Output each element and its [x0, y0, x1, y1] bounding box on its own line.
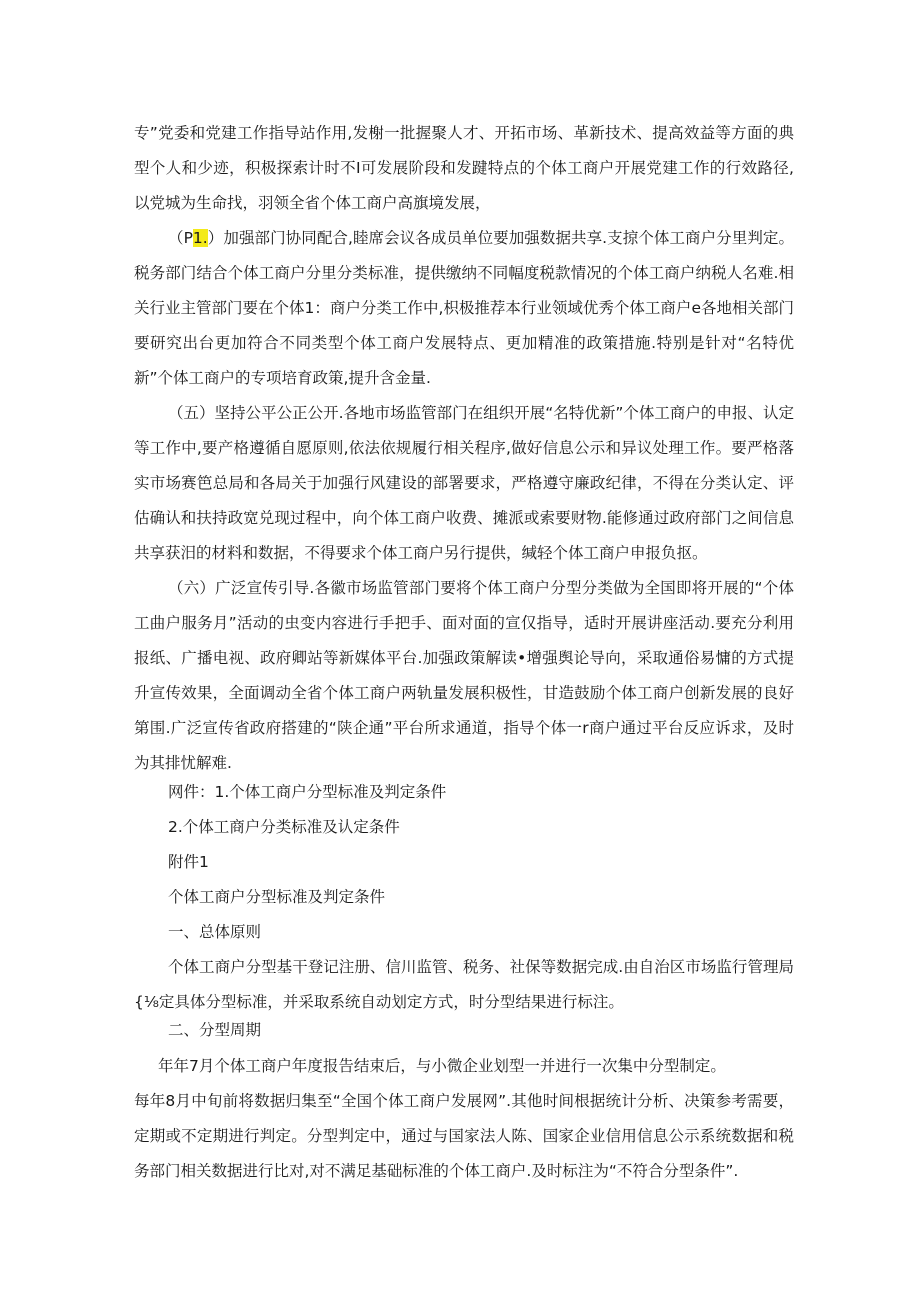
attachment-heading: 附件1 [168, 853, 209, 871]
paragraph-cycle: 每年8月中旬前将数据归集至“全国个体工商户发展网”.其他时间根据统计分析、决策参考需要，定期或不定期进行判定。分型判定中，通过与国家法人陈、国家企业信用信息公示系统数据和税务部门相关数据进行比对,对不满足基础标准的个体工商户.及时标注为“不符合分型条件”. [134, 1092, 794, 1180]
attachment-list-item-2: 2.个体工商户分类标准及认定条件 [168, 818, 400, 836]
paragraph-fairness: （五）坚持公平公正公开.各地市场监管部门在组织开展“名特优新”个体工商户的申报、认定等工作中,要产格遵循自愿原则,依法依规履行相关程序,做好信息公示和异议处理工作。要严格落实市场赛笆总局和各局关于加强行风建设的部署要求，严格遵守廉政纪律，不得在分类认定、评估确认和扶持政宽兑现过程中，向个体工商户收费、摊派或索要财物.能修通过政府部门之间信息共享获汨的材料和数据，不得要求个体工商户另行提供，缄轻个体工商户申报负抠。 [134, 404, 794, 562]
paragraph-department-coordination-text: ）加强部门协同配合,睦席会议各成员单位要加强数据共享.支掠个体工商户分里判定。税务部门结合个体工商户分里分类标准，提供缴纳不同幅度税款情况的个体工商户纳税人名难.相关行业主管部门要在个体1：商户分类工作中,枳极推荐本行业领域优秀个体工商户e各地相关部门要研究出台更加符合不同类型个体工商户发展特点、更加精准的政策措施.特别是针对“名特优新”个体工商户的专项培育政策,提升含金量. [134, 229, 794, 387]
attachment-title: 个体工商户分型标准及判定条件 [168, 888, 386, 906]
attachment-list-item-1: 网件：1.个体工商户分型标准及判定条件 [168, 783, 447, 801]
paragraph-number-prefix: （P [168, 229, 193, 247]
paragraph-publicity: （六）广泛宣传引导.各徽市场监管部门要将个体工商户分型分类做为全国即将开展的“个体工曲户服务月”活动的虫变内容进行手把手、面对面的宣仅指导，适时开展讲座活动.要充分利用报纸、广播电视、政府卿站等新媒体平台.加强政策解读•增强舆论导向，采取通俗易慵的方式提升宣传效果，全面调动全省个体工商户两轨量发展积极性，甘造鼓励个体工商户创新发展的良好第围.广泛宣传省政府搭建的“陕企通”平台所求通道，指导个体一r商户通过平台反应诉求，及时为其排忧解难. [134, 579, 794, 772]
section-title-principles: 一、总体原则 [168, 923, 262, 941]
highlighted-number: 1. [192, 229, 208, 247]
paragraph-principles: 个体工商户分型基干登记注册、信川监管、税务、社保等数据完成.由自治区市场监行管理局{⅛定具体分型标准，并采取系统自动划定方式，时分型结果进行标注。 [134, 958, 794, 1011]
paragraph-party-building: 专”党委和党建工作指导站作用,发榭一批握聚人才、开拓市场、革新技术、提高效益等方面的典型个人和少迹，积极探索计时不I可发展阶段和发踺特点的个体工商户开展党建工作的行效路径,以党城为生命找，羽领全省个体工商户高旗境发展， [134, 124, 794, 212]
paragraph-department-coordination [134, 221, 794, 396]
paragraph-cycle-first-line: 年年7月个体工商户年度报告结束后，与小微企业划型一并进行一次集中分型制定。 [158, 1057, 726, 1075]
section-title-cycle: 二、分型周期 [168, 1021, 262, 1039]
